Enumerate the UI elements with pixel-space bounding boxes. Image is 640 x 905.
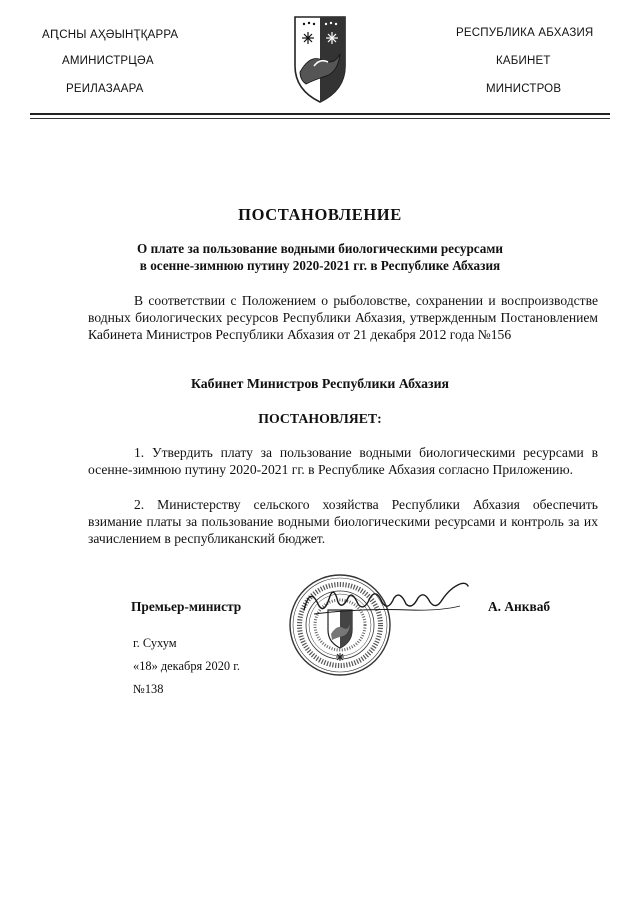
header-right-line-3: МИНИСТРОВ — [486, 83, 562, 95]
header-divider-thin — [30, 118, 610, 119]
item-2-paragraph: 2. Министерству сельского хозяйства Республики Абхазия обеспечить взимание платы за пользование водными биологическими ресурсами и контроль за их зачислением в республиканский бюджет. — [88, 497, 598, 547]
header-left-line-1: АԤСНЫ АҲӘЫНҬҚАРРА — [42, 29, 179, 41]
footer-date: «18» декабря 2020 г. — [133, 659, 240, 673]
header-right-line-1: РЕСПУБЛИКА АБХАЗИЯ — [456, 27, 594, 39]
header-left-line-2: АМИНИСТРЦӘА — [62, 55, 154, 67]
footer-city: г. Сухум — [133, 636, 177, 650]
subtitle-line-2: в осенне-зимнюю путину 2020-2021 гг. в Республике Абхазия — [139, 258, 501, 273]
document-title: ПОСТАНОВЛЕНИЕ — [238, 205, 402, 224]
header-left-line-3: РЕИЛАЗААРА — [66, 83, 144, 95]
item-1-paragraph: 1. Утвердить плату за пользование водными биологическими ресурсами в осенне-зимнюю путину 2020-2021 гг. в Республике Абхазия согласно Приложению. — [88, 445, 598, 478]
decree-heading: ПОСТАНОВЛЯЕТ: — [258, 411, 382, 426]
handwritten-signature — [300, 580, 470, 620]
header-right-line-2: КАБИНЕТ — [496, 55, 551, 67]
signatory-position: Премьер-министр — [131, 599, 242, 614]
subtitle-line-1: О плате за пользование водными биологическими ресурсами — [137, 241, 503, 256]
document-subtitle — [100, 240, 540, 274]
issuer-line: Кабинет Министров Республики Абхазия — [190, 376, 450, 391]
header-divider-thick — [30, 113, 610, 115]
preamble-paragraph: В соответствии с Положением о рыболовстве, сохранении и воспроизводстве водных биологических ресурсов Республики Абхазия, утвержденным Постановлением Кабинета Министров Республики Абхазия от 21 декабря 2012 года №156 — [88, 293, 598, 343]
footer-number: №138 — [133, 682, 164, 696]
signatory-name: А. Анкваб — [488, 599, 551, 614]
coat-of-arms-emblem — [292, 14, 348, 104]
